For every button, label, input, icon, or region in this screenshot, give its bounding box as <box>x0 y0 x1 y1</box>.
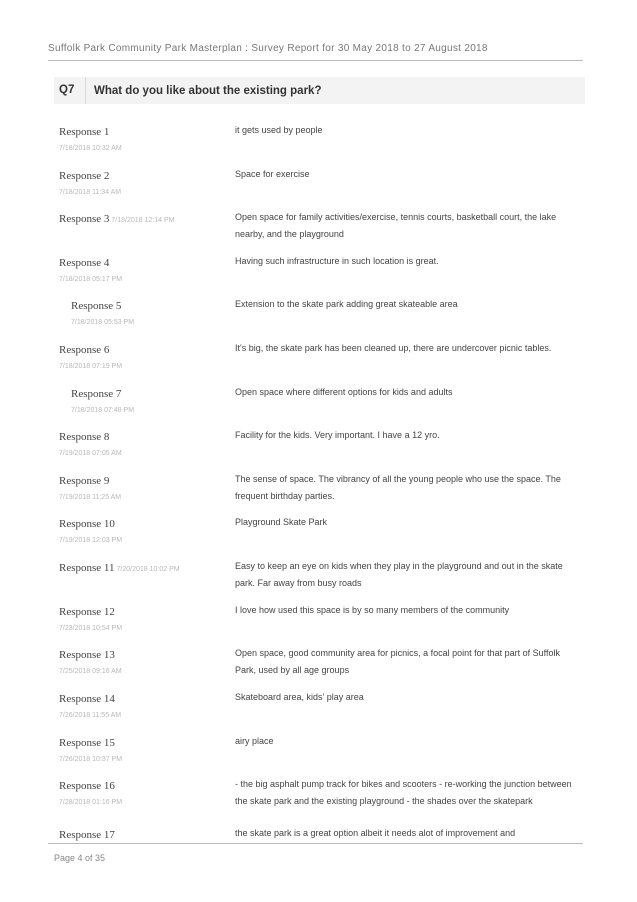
page-number: Page 4 of 35 <box>54 853 106 863</box>
response-label: Response 16 <box>59 780 115 792</box>
response-label: Response 2 <box>59 170 110 182</box>
report-subtitle: Survey Report for 30 May 2018 to 27 August 2018 <box>251 43 488 54</box>
response-label: Response 1 <box>59 126 110 138</box>
response-meta <box>59 122 224 152</box>
response-answer: Open space, good community area for picnics, a focal point for that part of Suffolk Park, used by all age groups <box>235 648 561 675</box>
response-meta <box>59 558 224 576</box>
response-answer: Extension to the skate park adding great skateable area <box>235 299 458 309</box>
response-timestamp: 7/25/2018 09:16 AM <box>59 668 122 675</box>
response-label: Response 12 <box>59 606 115 618</box>
response-answer: airy place <box>235 736 274 746</box>
response-timestamp: 7/18/2018 11:34 AM <box>59 189 122 196</box>
response-meta <box>59 340 224 370</box>
response-meta <box>59 645 224 675</box>
response-answer: Having such infrastructure in such location is great. <box>235 256 439 266</box>
response-timestamp: 7/18/2018 05:53 PM <box>71 319 135 326</box>
response-label: Response 9 <box>59 475 110 487</box>
response-meta <box>59 825 224 843</box>
response-meta <box>59 514 224 544</box>
response-meta <box>59 733 224 763</box>
response-answer: It's big, the skate park has been cleaned up, there are undercover picnic tables. <box>235 343 552 353</box>
question-number: Q7 <box>54 77 86 104</box>
response-timestamp: 7/18/2018 07:48 PM <box>71 407 135 414</box>
response-timestamp: 7/19/2018 07:05 AM <box>59 450 122 457</box>
response-meta <box>59 602 224 632</box>
response-answer: Skateboard area, kids' play area <box>235 692 364 702</box>
response-timestamp: 7/19/2018 12:03 PM <box>59 537 123 544</box>
response-timestamp: 7/26/2018 11:55 AM <box>59 712 122 719</box>
response-answer: Facility for the kids. Very important. I have a 12 yro. <box>235 430 440 440</box>
response-timestamp: 7/23/2018 10:54 PM <box>59 625 123 632</box>
response-meta <box>71 384 236 414</box>
response-timestamp: 7/18/2018 12:14 PM <box>111 217 175 224</box>
response-label: Response 14 <box>59 693 115 705</box>
response-meta <box>59 427 224 457</box>
response-answer: it gets used by people <box>235 125 323 135</box>
response-meta <box>59 166 224 196</box>
response-meta <box>59 471 224 501</box>
response-answer: Space for exercise <box>235 169 310 179</box>
response-meta <box>59 689 224 719</box>
response-label: Response 13 <box>59 649 115 661</box>
response-label: Response 6 <box>59 344 110 356</box>
response-answer: Open space where different options for kids and adults <box>235 387 453 397</box>
response-answer: Playground Skate Park <box>235 517 328 527</box>
response-label: Response 15 <box>59 737 115 749</box>
response-timestamp: 7/18/2018 05:17 PM <box>59 276 123 283</box>
response-answer: the skate park is a great option albeit it needs alot of improvement and <box>235 828 516 838</box>
response-timestamp: 7/20/2018 10:02 PM <box>116 566 180 573</box>
response-answer: I love how used this space is by so many members of the community <box>235 605 510 615</box>
response-answer: Open space for family activities/exercise, tennis courts, basketball court, the lake nearby, and the playground <box>235 212 557 239</box>
report-title: Suffolk Park Community Park Masterplan <box>48 43 243 54</box>
response-label: Response 8 <box>59 431 110 443</box>
response-timestamp: 7/19/2018 11:25 AM <box>59 494 122 501</box>
response-meta <box>59 209 224 227</box>
response-meta <box>59 253 224 283</box>
response-label: Response 10 <box>59 518 115 530</box>
response-timestamp: 7/18/2018 10:32 AM <box>59 145 122 152</box>
response-label: Response 17 <box>59 829 115 841</box>
response-meta <box>59 776 224 806</box>
response-timestamp: 7/18/2018 07:19 PM <box>59 363 123 370</box>
response-meta <box>71 296 236 326</box>
response-timestamp: 7/28/2018 01:16 PM <box>59 799 123 806</box>
response-answer: - the big asphalt pump track for bikes and scooters - re-working the junction between the skate park and the existing playground - the shades over the skatepark <box>235 779 572 806</box>
response-label: Response 7 <box>71 388 122 400</box>
question-text: What do you like about the existing park? <box>94 84 322 97</box>
response-answer: Easy to keep an eye on kids when they play in the playground and out in the skate park. Far away from busy roads <box>235 561 563 588</box>
response-answer: The sense of space. The vibrancy of all the young people who use the space. The frequent birthday parties. <box>235 474 561 501</box>
response-label: Response 5 <box>71 300 122 312</box>
response-timestamp: 7/26/2018 10:37 PM <box>59 756 123 763</box>
response-label: Response 11 <box>59 562 115 574</box>
footer-divider <box>48 843 583 844</box>
response-label: Response 4 <box>59 257 110 269</box>
response-label: Response 3 <box>59 213 110 225</box>
header-separator: : <box>242 43 252 54</box>
